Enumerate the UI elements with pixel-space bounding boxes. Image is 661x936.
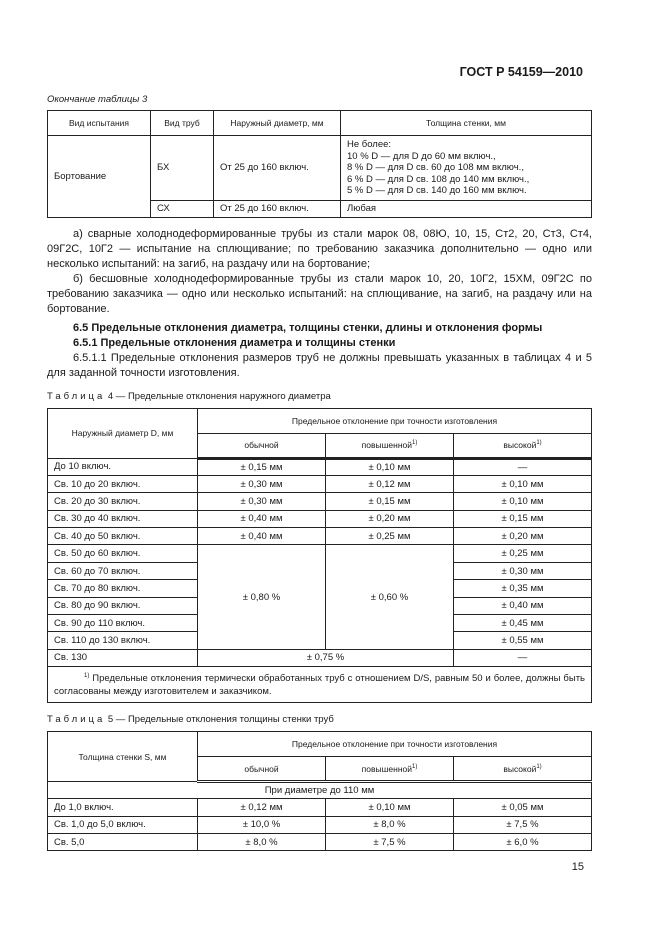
cell: Св. 110 до 130 включ.	[48, 632, 198, 649]
cell: ± 0,10 мм	[326, 458, 454, 475]
cell: ± 0,55 мм	[454, 632, 592, 649]
cell: ± 0,10 мм	[454, 493, 592, 510]
cell: Любая	[341, 200, 592, 217]
cell: ± 0,15 мм	[326, 493, 454, 510]
cell: Св. 90 до 110 включ.	[48, 615, 198, 632]
th: Предельное отклонение при точности изготовления	[198, 732, 592, 757]
cell: ± 0,10 мм	[326, 799, 454, 816]
cell: ± 0,15 мм	[454, 510, 592, 527]
table4-footnote: $^{1)}$ Предельные отклонения термически обработанных труб с отношением D/S, равным 50 и более, должны быть согласованы между изготовителем и заказчиком.	[48, 667, 592, 703]
page-number: 15	[571, 861, 584, 874]
table-row	[48, 493, 592, 510]
th: Толщина стенки S, мм	[48, 732, 198, 782]
th: обычной	[198, 433, 326, 458]
th: повышенной$^{1)}$	[326, 433, 454, 458]
th: обычной	[198, 757, 326, 782]
cell: ± 0,20 мм	[454, 528, 592, 545]
heading-6-5: 6.5 Предельные отклонения диаметра, толщины стенки, длины и отклонения формы	[73, 321, 543, 334]
paragraph-b: б) бесшовные холоднодеформированные трубы из стали марок 10, 20, 10Г2, 15ХМ, 09Г2С по требованию заказчика — одно или несколько испытаний: на сплющивание, на загиб, на раздачу или на бортование.	[47, 272, 592, 315]
cell: Св. 5,0	[48, 834, 198, 851]
table4	[47, 408, 592, 704]
cell: СХ	[151, 200, 214, 217]
cell: ± 0,80 %	[198, 545, 326, 649]
cell: ± 7,5 %	[326, 834, 454, 851]
cell: ± 0,05 мм	[454, 799, 592, 816]
cell: ± 0,45 мм	[454, 615, 592, 632]
cell: ± 0,30 мм	[454, 562, 592, 579]
th: повышенной$^{1)}$	[326, 757, 454, 782]
table-row	[48, 545, 592, 562]
cell: Св. 10 до 20 включ.	[48, 475, 198, 492]
cell: ± 0,10 мм	[454, 475, 592, 492]
cell: Св. 60 до 70 включ.	[48, 562, 198, 579]
cell: ± 0,75 %	[198, 649, 454, 666]
cell: ± 0,40 мм	[454, 597, 592, 614]
cell: ± 0,40 мм	[198, 528, 326, 545]
cell: —	[454, 458, 592, 475]
cell: Св. 70 до 80 включ.	[48, 580, 198, 597]
heading-6-5-1: 6.5.1 Предельные отклонения диаметра и толщины стенки	[73, 336, 396, 349]
test-cell: Бортование	[48, 136, 151, 218]
cell: ± 0,40 мм	[198, 510, 326, 527]
cell: ± 10,0 %	[198, 816, 326, 833]
th: Толщина стенки, мм	[341, 111, 592, 136]
cell: Св. 80 до 90 включ.	[48, 597, 198, 614]
cell: ± 8,0 %	[326, 816, 454, 833]
paragraph-6-5-1-1: 6.5.1.1 Предельные отклонения размеров труб не должны превышать указанных в таблицах 4 и 5 для заданной точности изготовления.	[47, 351, 592, 379]
cell: Св. 1,0 до 5,0 включ.	[48, 816, 198, 833]
cell: Св. 130	[48, 649, 198, 666]
paragraph-a: а) сварные холоднодеформированные трубы из стали марок 08, 08Ю, 10, 15, Ст2, 20, Ст3, Ст4, 09Г2С, 10Г2 — испытание на сплющивание; по требованию заказчика дополнительно — одно или несколько испытаний: на загиб, на раздачу или на бортование;	[47, 227, 592, 270]
document-header: ГОСТ Р 54159—2010	[459, 65, 583, 79]
cell: До 10 включ.	[48, 458, 198, 475]
table3	[47, 110, 592, 218]
cell: ± 8,0 %	[198, 834, 326, 851]
cell: Св. 30 до 40 включ.	[48, 510, 198, 527]
cell: ± 0,25 мм	[326, 528, 454, 545]
cell: Св. 50 до 60 включ.	[48, 545, 198, 562]
cell: Св. 20 до 30 включ.	[48, 493, 198, 510]
cell: Св. 40 до 50 включ.	[48, 528, 198, 545]
body-text	[47, 227, 592, 381]
cell: От 25 до 160 включ.	[214, 200, 341, 217]
table4-caption: Таблица 4 — Предельные отклонения наружного диаметра	[47, 390, 331, 402]
table-row	[48, 528, 592, 545]
cell: ± 6,0 %	[454, 834, 592, 851]
cell: ± 0,30 мм	[198, 475, 326, 492]
cell: —	[454, 649, 592, 666]
th: Наружный диаметр D, мм	[48, 408, 198, 458]
cell: До 1,0 включ.	[48, 799, 198, 816]
cell: ± 7,5 %	[454, 816, 592, 833]
table-row	[48, 475, 592, 492]
cell: ± 0,30 мм	[198, 493, 326, 510]
cell: От 25 до 160 включ.	[214, 136, 341, 201]
cell: ± 0,35 мм	[454, 580, 592, 597]
table-row	[48, 510, 592, 527]
table-row	[48, 458, 592, 475]
table3-caption: Окончание таблицы 3	[47, 94, 148, 105]
cell: ± 0,12 мм	[198, 799, 326, 816]
table-row	[48, 649, 592, 666]
table-row	[48, 799, 592, 816]
cell: БХ	[151, 136, 214, 201]
cell: ± 0,12 мм	[326, 475, 454, 492]
page-content	[47, 94, 592, 873]
th: Наружный диаметр, мм	[214, 111, 341, 136]
table-row	[48, 834, 592, 851]
thickness-cell: Не более: 10 % D — для D до 60 мм включ., 8 % D — для D св. 60 до 108 мм включ., 6 % D — для D св. 108 до 140 мм включ., 5 % D — для D св. 140 до 160 мм включ.	[341, 136, 592, 201]
th: Вид испытания	[48, 111, 151, 136]
table-row	[48, 816, 592, 833]
cell: ± 0,15 мм	[198, 458, 326, 475]
th: Вид труб	[151, 111, 214, 136]
table5	[47, 731, 592, 851]
th: высокой$^{1)}$	[454, 757, 592, 782]
section-row: При диаметре до 110 мм	[48, 782, 592, 799]
th: Предельное отклонение при точности изготовления	[198, 408, 592, 433]
table5-caption: Таблица 5 — Предельные отклонения толщины стенки труб	[47, 714, 334, 726]
th: высокой$^{1)}$	[454, 433, 592, 458]
cell: ± 0,60 %	[326, 545, 454, 649]
cell: ± 0,20 мм	[326, 510, 454, 527]
cell: ± 0,25 мм	[454, 545, 592, 562]
